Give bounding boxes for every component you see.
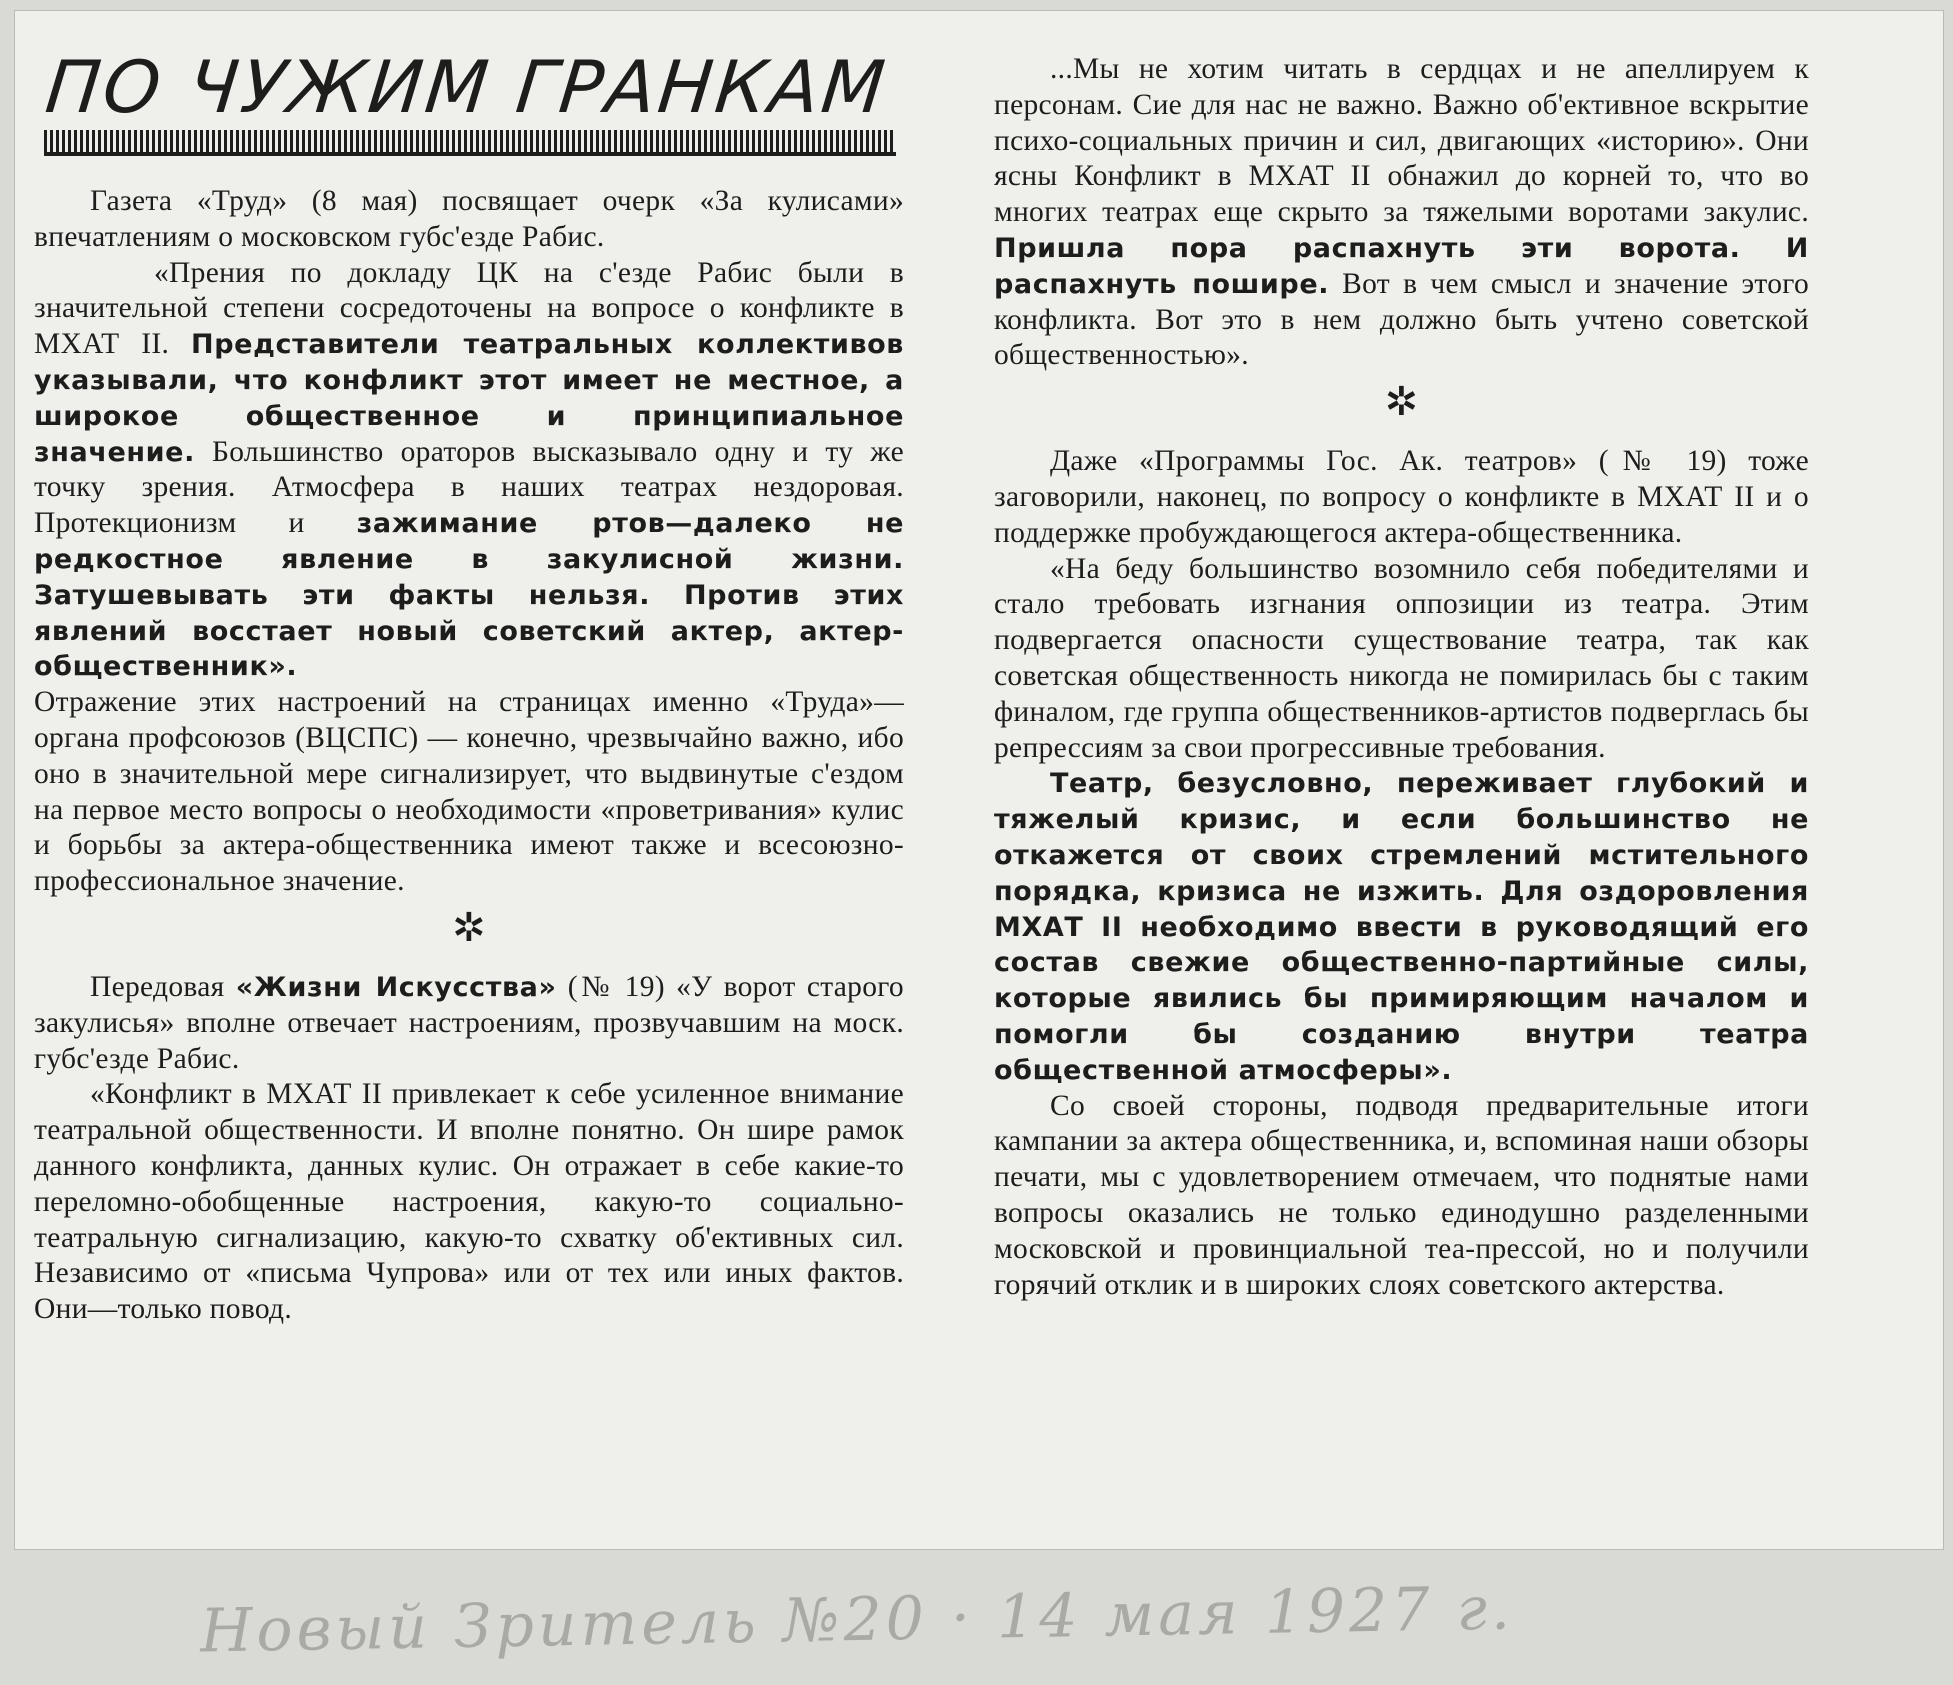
bold-text: «Жизни Искусства»: [235, 971, 557, 1003]
text: Передовая: [90, 970, 236, 1003]
section-asterisk: ✲: [452, 904, 486, 950]
paragraph-trud-quote: [34, 256, 904, 686]
paragraph-trud-intro: Газета «Труд» (8 мая) посвящает очерк «За кулисами» впечатлениям о московском губс'езде Рабис.: [34, 185, 904, 253]
bold-text: зажимание ртов—далеко не редкостное явление в закулисной жизни. Затушевывать эти факты нельзя. Против этих явлений восстает новый советский актер, актер-общественник».: [34, 508, 905, 683]
paragraph-zhizn-iskusstva: [34, 970, 904, 1077]
section-asterisk: ✲: [1384, 379, 1419, 425]
text: Вот в чем смысл и значение этого конфликта. Вот это в нем должно быть учтено советской общественностью».: [994, 267, 1809, 372]
bold-text: Пришла пора распахнуть эти ворота. И распахнуть пошире.: [994, 232, 1809, 300]
paragraph-programmy: Даже «Программы Гос. Ак. театров» (№ 19) тоже заговорили, наконец, по вопросу о конфликте в МХАТ II и о поддержке пробуждающегося актера-общественника.: [994, 445, 1809, 549]
left-column: [34, 10, 904, 1328]
paragraph-conflict-quote: «Конфликт в МХАТ II привлекает к себе усиленное внимание театральной общественности. И вполне понятно. Он шире рамок данного конфликта, данных кулис. Он отражает в себе какие-то переломно-обобщенные настроения, какую-то социально-театральную сигнализацию, какую-то схватку об'ективных сил. Независимо от «письма Чупрова» или от тех или иных фактов. Они—только повод.: [34, 1078, 904, 1326]
paragraph-programmy-quote: «На беду большинство возомнило себя победителями и стало требовать изгнания оппозиции из театра. Этим подвергается опасности существование театра, так как советская общественность никогда не помирилась бы с таким финалом, где группа общественников-артистов подверглась бы репрессиям за свои прогрессивные требования.: [994, 552, 1809, 764]
right-column: [994, 10, 1809, 1303]
paragraph-continuation: [994, 52, 1809, 374]
paragraph-reflection: Отражение этих настроений на страницах именно «Труда»—органа профсоюзов (ВЦСПС) — конечно, чрезвычайно важно, ибо оно в значительной мере сигнализирует, что выдвинутые с'ездом на первое место вопросы о необходимости «проветривания» кулис и борьбы за актера-общественника имеют также и всесоюзно-профессиональное значение.: [34, 686, 904, 898]
paragraph-conclusion: Со своей стороны, подводя предварительные итоги кампании за актера общественника, и, вспоминая наши обзоры печати, мы с удовлетворением отмечаем, что поднятые нами вопросы оказались не только единодушно разделенными московской и провинциальной теа-прессой, но и получили горячий отклик и в широких слоях советского актерства.: [994, 1089, 1809, 1301]
bold-text: Представители театральных коллективов указывали, что конфликт этот имеет не местное, а широкое общественное и принципиальное значение.: [34, 329, 904, 468]
quote-text: Большинство ораторов высказывало одну и ту же точку зрения. Атмосфера в наших театрах нездоровая. Протекционизм и: [34, 435, 904, 540]
quote-text: «Прения по докладу ЦК на с'езде Рабис были в значительной степени сосредоточены на вопросе о конфликте в МХАТ II.: [34, 256, 904, 361]
handwritten-note: Новый Зритель №20 · 14 мая 1927 г.: [199, 1573, 1515, 1667]
text: (№ 19) «У ворот старого закулисья» вполне отвечает настроениям, прозвучавшим на моск. губс'езде Рабис.: [34, 970, 904, 1075]
text: ...Мы не хотим читать в сердцах и не апеллируем к персонам. Сие для нас не важно. Важно об'ективное вскрытие психо-социальных причин и сил, двигающих «историю». Они ясны Конфликт в МХАТ II обнажил до корней то, что во многих театрах еще скрыто за тяжелыми воротами закулис.: [994, 53, 1809, 229]
headline-rule: [44, 130, 896, 156]
paragraph-crisis-bold: Театр, безусловно, переживает глубокий и тяжелый кризис, и если большинство не откажется от своих стремлений мстительного порядка, кризиса не изжить. Для оздоровления МХАТ II необходимо ввести в руководящий его состав свежие общественно-партийные силы, которые явились бы примиряющим началом и помогли бы созданию внутри театра общественной атмосферы».: [994, 768, 1809, 1086]
newspaper-clipping: [14, 10, 1944, 1550]
headline: ПО ЧУЖИМ ГРАНКАМ: [41, 45, 892, 129]
